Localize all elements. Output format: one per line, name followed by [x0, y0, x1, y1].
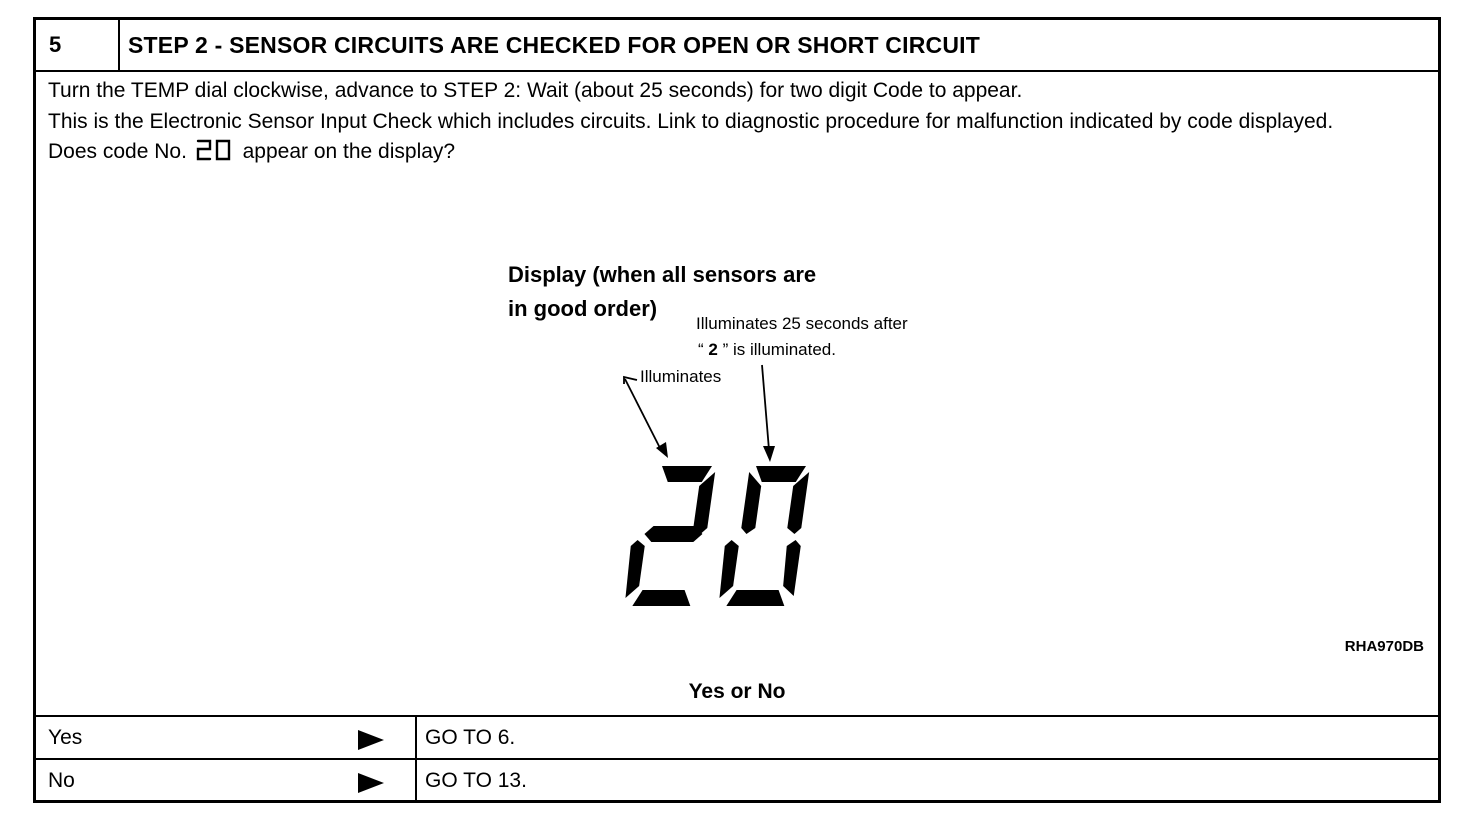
step-title: STEP 2 - SENSOR CIRCUITS ARE CHECKED FOR OPEN OR SHORT CIRCUIT: [128, 32, 980, 58]
callout-right-line: [762, 365, 769, 450]
answer-action-link[interactable]: GO TO 13.: [425, 769, 527, 792]
diagram-title-line-2: in good order): [508, 296, 658, 321]
figure-id: RHA970DB: [1344, 638, 1424, 655]
annotation-second-line-2: “ 2 ” is illuminated.: [698, 340, 836, 359]
answer-action-link[interactable]: GO TO 6.: [425, 726, 516, 749]
instruction-line-1: Turn the TEMP dial clockwise, advance to STEP 2: Wait (about 25 seconds) for two digit Code to appear.: [48, 79, 1023, 102]
answer-rows: [36, 715, 1438, 801]
annotation-second-line-1: Illuminates 25 seconds after: [696, 314, 908, 333]
callout-arrows: [624, 365, 769, 450]
diagnostic-step-table: [33, 17, 1441, 803]
diagram-title-line-1: Display (when all sensors are: [508, 262, 817, 287]
question-label: Yes or No: [688, 680, 786, 703]
answer-row-yes[interactable]: [36, 715, 1438, 758]
answer-label: Yes: [48, 726, 83, 749]
display-digit-0: [716, 466, 812, 606]
answer-label: No: [48, 769, 75, 792]
arrowheads: [656, 442, 775, 462]
answer-row-no[interactable]: [36, 758, 1438, 801]
row-divider: [415, 760, 417, 801]
step-number: 5: [36, 20, 120, 70]
display-digit-2: [622, 466, 716, 606]
instruction-line-2: This is the Electronic Sensor Input Check which includes circuits. Link to diagnostic procedure for malfunction indicated by code displayed.: [48, 109, 1334, 133]
arrow-right-icon: [358, 730, 384, 750]
question-prefix: Does code No.: [48, 140, 187, 163]
question-suffix: appear on the display?: [242, 140, 456, 163]
annotation-first-digit: Illuminates: [640, 367, 722, 386]
annotation-digit-2: 2: [708, 340, 718, 359]
row-divider: [415, 717, 417, 758]
callout-left-line: [625, 379, 661, 450]
arrowhead-right: [763, 446, 775, 462]
arrow-right-icon: [358, 773, 384, 793]
